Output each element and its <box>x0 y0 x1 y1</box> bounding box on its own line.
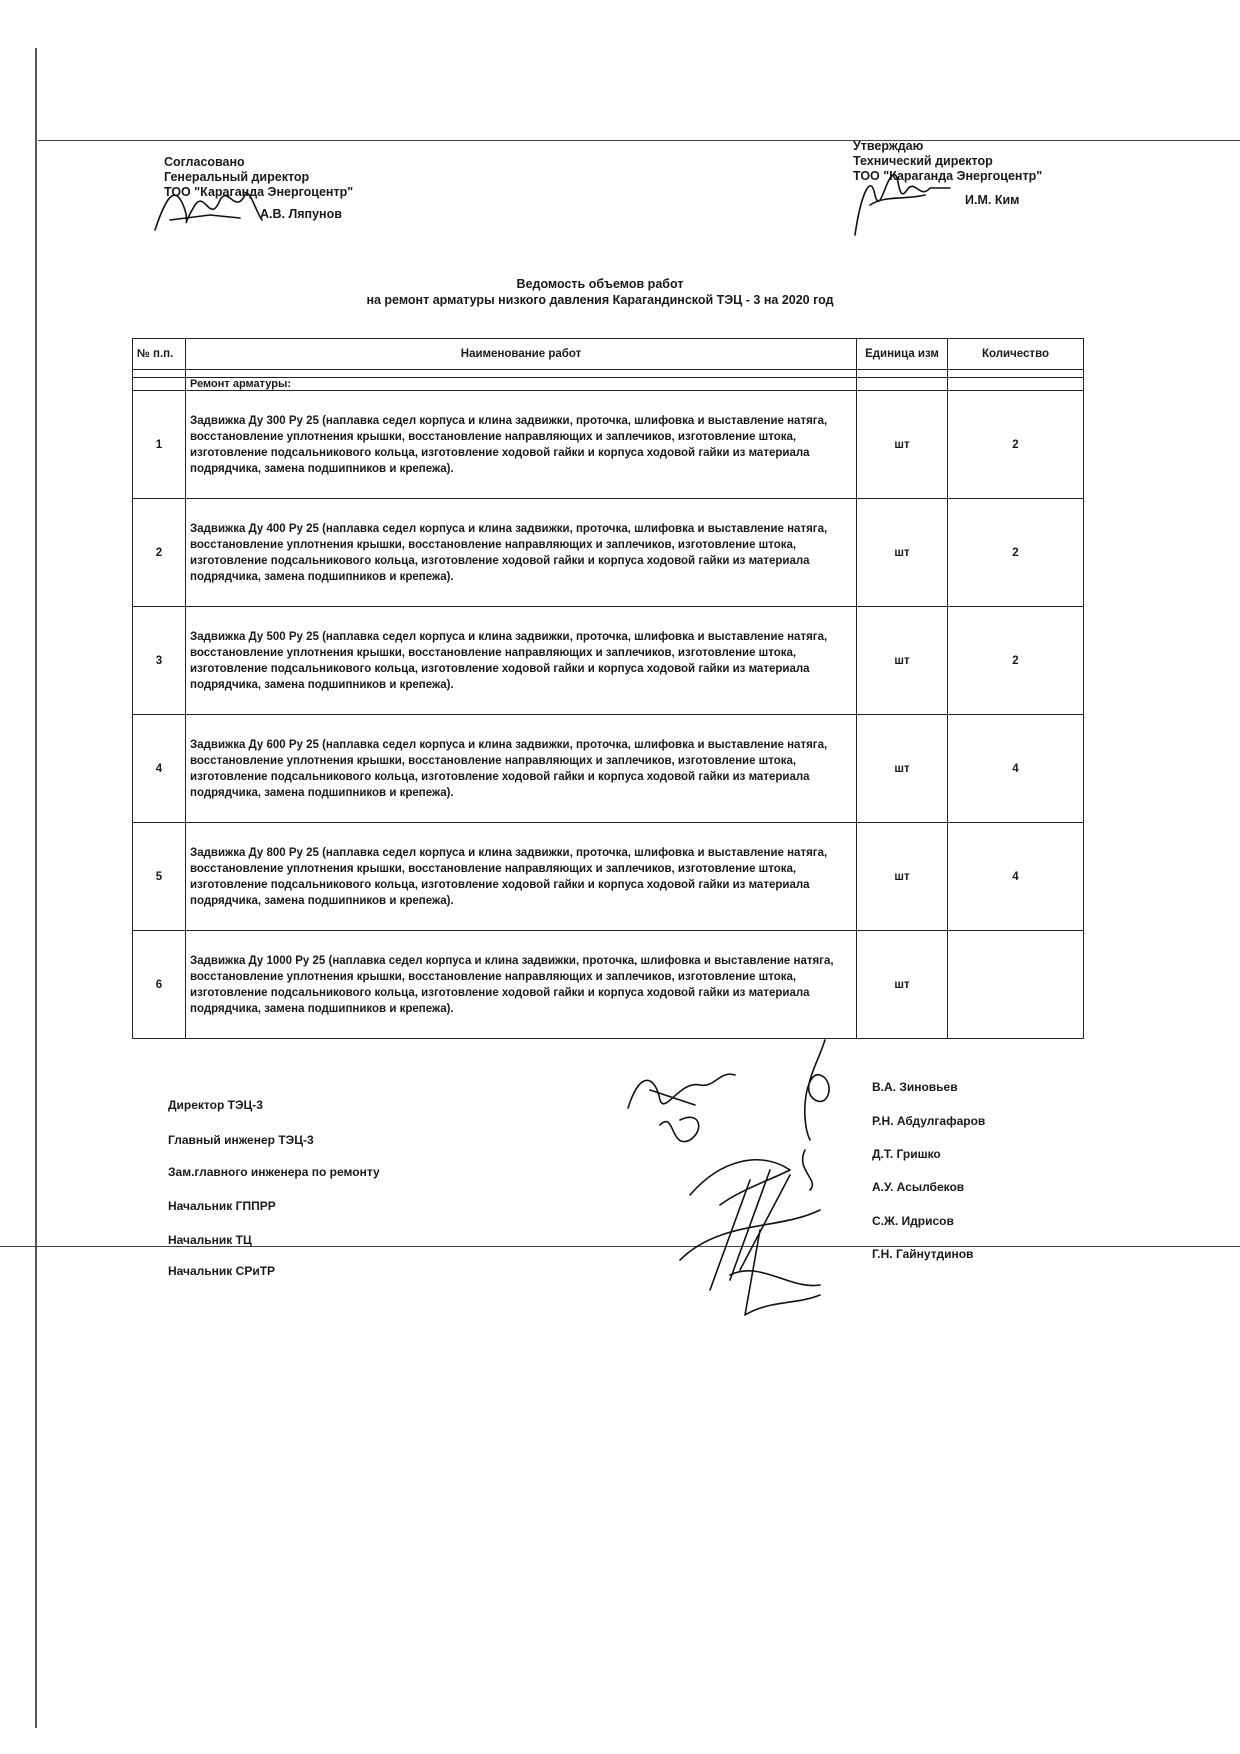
row-num: 3 <box>133 607 186 715</box>
header-name: Наименование работ <box>186 339 857 370</box>
approval-right-position: Технический директор <box>853 154 993 168</box>
signer-name: Д.Т. Гришко <box>872 1147 941 1161</box>
scan-margin-line <box>35 48 37 1728</box>
row-desc: Задвижка Ду 400 Ру 25 (наплавка седел корпуса и клина задвижки, проточка, шлифовка и выставление натяга, восстановление уплотнения крышки, восстановление направляющих и заплечиков, изготовление штока, изготовление подсальникового кольца, изготовление ходовой гайки и корпуса ходовой гайки из материала подрядчика, замена подшипников и крепежа). <box>186 499 857 607</box>
row-num: 2 <box>133 499 186 607</box>
row-num: 1 <box>133 391 186 499</box>
row-unit: шт <box>857 391 948 499</box>
row-num: 5 <box>133 823 186 931</box>
approval-left-position: Генеральный директор <box>164 170 310 184</box>
signer-position: Главный инженер ТЭЦ-3 <box>168 1133 314 1147</box>
table-spacer-row <box>133 370 1084 378</box>
approval-right-status: Утверждаю <box>853 139 924 153</box>
table-row <box>133 931 1084 1039</box>
signer-position: Директор ТЭЦ-3 <box>168 1098 263 1112</box>
signer-name: А.У. Асылбеков <box>872 1180 965 1194</box>
table-row <box>133 823 1084 931</box>
row-desc: Задвижка Ду 800 Ру 25 (наплавка седел корпуса и клина задвижки, проточка, шлифовка и выставление натяга, восстановление уплотнения крышки, восстановление направляющих и заплечиков, изготовление штока, изготовление подсальникового кольца, изготовление ходовой гайки и корпуса ходовой гайки из материала подрядчика, замена подшипников и крепежа). <box>186 823 857 931</box>
row-unit: шт <box>857 931 948 1039</box>
row-qty: 4 <box>948 823 1084 931</box>
signer-name: С.Ж. Идрисов <box>872 1214 954 1228</box>
title-line-1: Ведомость объемов работ <box>516 277 684 291</box>
table-row <box>133 715 1084 823</box>
signer-name: Г.Н. Гайнутдинов <box>872 1247 974 1261</box>
header-num: № п.п. <box>133 339 186 370</box>
row-num: 4 <box>133 715 186 823</box>
header-qty: Количество <box>948 339 1084 370</box>
signer-position: Начальник ГППРР <box>168 1199 276 1213</box>
approval-right-company: ТОО "Караганда Энергоцентр" <box>853 169 1043 183</box>
table-section-row <box>133 378 1084 391</box>
row-qty <box>948 931 1084 1039</box>
row-num: 6 <box>133 931 186 1039</box>
row-desc: Задвижка Ду 1000 Ру 25 (наплавка седел корпуса и клина задвижки, проточка, шлифовка и выставление натяга, восстановление уплотнения крышки, восстановление направляющих и заплечиков, изготовление штока, изготовление подсальникового кольца, изготовление ходовой гайки и корпуса ходовой гайки из материала подрядчика, замена подшипников и крепежа). <box>186 931 857 1039</box>
row-qty: 2 <box>948 607 1084 715</box>
signatures-cluster <box>620 1030 880 1320</box>
title-line-2: на ремонт арматуры низкого давления Карагандинской ТЭЦ - 3 на 2020 год <box>366 293 834 307</box>
table-row <box>133 607 1084 715</box>
row-unit: шт <box>857 715 948 823</box>
header-unit: Единица изм <box>857 339 948 370</box>
table-row <box>133 391 1084 499</box>
row-qty: 4 <box>948 715 1084 823</box>
approval-left-status: Согласовано <box>164 155 245 169</box>
signer-position: Начальник ТЦ <box>168 1233 252 1247</box>
document-title <box>340 276 860 308</box>
row-desc: Задвижка Ду 500 Ру 25 (наплавка седел корпуса и клина задвижки, проточка, шлифовка и выставление натяга, восстановление уплотнения крышки, восстановление направляющих и заплечиков, изготовление штока, изготовление подсальникового кольца, изготовление ходовой гайки и корпуса ходовой гайки из материала подрядчика, замена подшипников и крепежа). <box>186 607 857 715</box>
works-table <box>132 338 1084 1039</box>
signer-position: Начальник СРиТР <box>168 1264 276 1278</box>
row-unit: шт <box>857 607 948 715</box>
signature-right <box>845 160 955 240</box>
scan-top-line <box>38 140 1240 141</box>
signer-name: Р.Н. Абдулгафаров <box>872 1114 986 1128</box>
approval-left-name: А.В. Ляпунов <box>260 207 342 221</box>
table-header-row <box>133 339 1084 370</box>
row-unit: шт <box>857 499 948 607</box>
table-row <box>133 499 1084 607</box>
approval-left-company: ТОО "Караганда Энергоцентр" <box>164 185 354 199</box>
signer-name: В.А. Зиновьев <box>872 1080 958 1094</box>
row-desc: Задвижка Ду 600 Ру 25 (наплавка седел корпуса и клина задвижки, проточка, шлифовка и выставление натяга, восстановление уплотнения крышки, восстановление направляющих и заплечиков, изготовление штока, изготовление подсальникового кольца, изготовление ходовой гайки и корпуса ходовой гайки из материала подрядчика, замена подшипников и крепежа). <box>186 715 857 823</box>
approval-right-name: И.М. Ким <box>965 193 1020 207</box>
row-desc: Задвижка Ду 300 Ру 25 (наплавка седел корпуса и клина задвижки, проточка, шлифовка и выставление натяга, восстановление уплотнения крышки, восстановление направляющих и заплечиков, изготовление штока, изготовление подсальникового кольца, изготовление ходовой гайки и корпуса ходовой гайки из материала подрядчика, замена подшипников и крепежа). <box>186 391 857 499</box>
signer-position: Зам.главного инженера по ремонту <box>168 1165 380 1179</box>
row-qty: 2 <box>948 499 1084 607</box>
row-qty: 2 <box>948 391 1084 499</box>
section-title: Ремонт арматуры: <box>186 378 857 391</box>
signature-left <box>150 170 270 240</box>
row-unit: шт <box>857 823 948 931</box>
